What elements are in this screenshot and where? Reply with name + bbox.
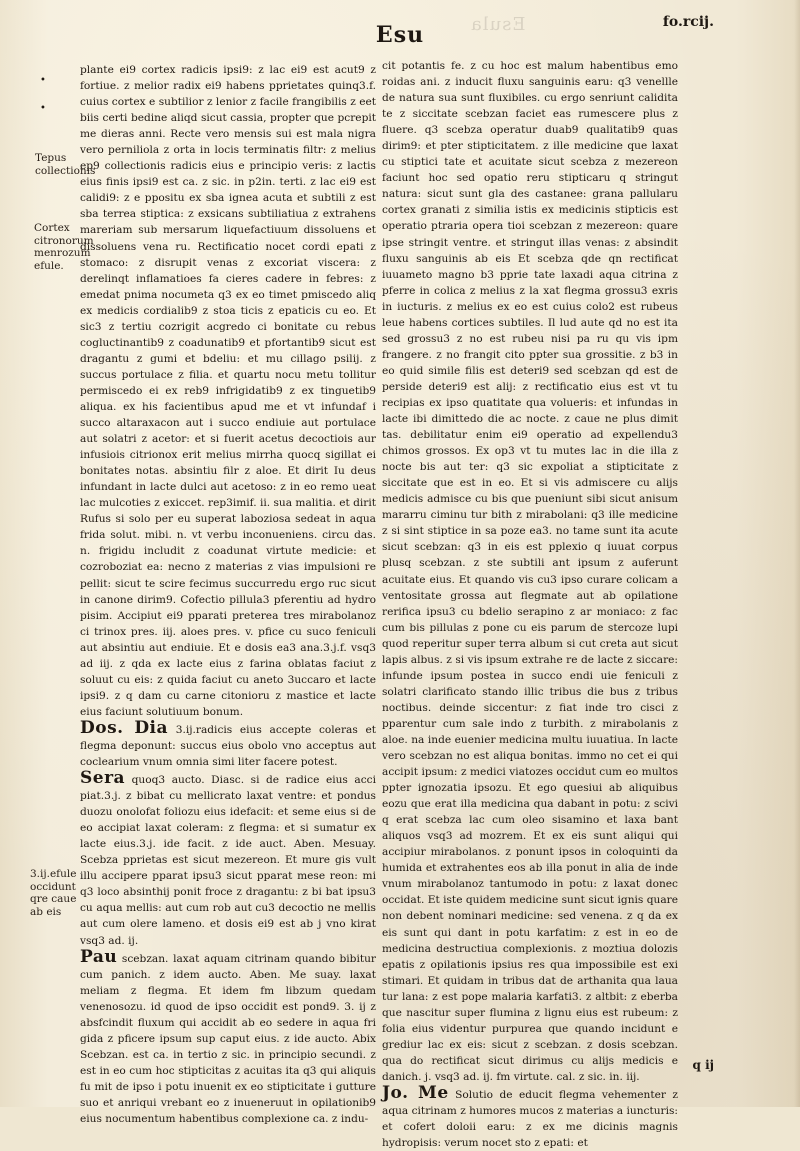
rubric-dosis: Dos. Dia — [80, 717, 169, 738]
page-edge-shadow — [794, 0, 800, 1107]
rubric-johannes: Jo. Me — [382, 1083, 449, 1103]
rubric-sera: Sera — [80, 768, 126, 789]
paragraph: plante ei9 cortex radicis ipsi9: z lac ei9 est acut9 z fortiue. z melior radix ei9 habens pprietates quinq3.f. cuius cortex e subtilior z lenior z facile frangibilis z eet biis certi bedine aliqd sicut cassia, propter que pcrepit me dieras anni. Recte vero mensis sui est mala nigra vero perniliola z orta in locis terminatis filtr: z melius ep9 collectionis radicis eius e principio veris: z lactis eius finis ipsi9 est ca. z sic. in p2in. terti. z lac ei9 est calidi9: z e ppositu ex sba ignea acuta et subtili z est sba terrea stiptica: z exsicans subtiliatiua z extrahens mareriam sub mersarum liquefactiuum dissoluens et dissoluens vena ru. Rectificatio nocet cordi epati z stomaco: z disrupit venas z excoriat viscera: z derelinqt inflamatioes fa cieres cadere in febres: z emedat pnima nocumeta q3 ex eo timet pmiscedo aliq ex medicis cordialib9 z stoa ticis z epaticis cu eo. Et sic3 z tertiu cozrigit acgredo ci bonitate cu rebus cogluctinantib9 z coadunatib9 et pfortantib9 sicut est dragantu z gumi et bdeliu: et mu cillago psilij. z succus portulace z filia. et quartu nocu metu tollitur permiscedo ei ex reb9 infrigidatib9 z ex tinguetib9 aliqua. ex his facientibus apud me et vt infundaf i succo altaraxacon aut i succo endiuie aut portulace aut solatri z acetor: et si fuerit acetus decoctiois aur infusiois citrionox erit melius mirrha quocq sigillat ei bonitates notas. absintiu filr z aloe. Et dirit Iu deus infundant in lacte dulci aut acetoso: z in eo remo ueat lac mulcoties z exiccet. rep3imif. ii. sua malitia. et dirit Rufus si solo per eu superat laboziosa sedeat in aqua frida solut. mibi. n. vt verbu inconueniens. circu das. n. frigidu includit z coadunat virtute medicie: et cozroboziat ea: necno z materias z vias impulsioni re pellit: sicut te scire fecimus succurredu ergo ruc sicut in canone dirim9. Cofectio pillula3 pferentiu ad hydro pisim. Accipiut ei9 pparati preterea tres mirabolanoz ci trinox pres. iij. aloes pres. v. pfice cu suco feniculi aut absintiu aut endiuie. Et e dosis ea3 ana.3.j.f. vsq3 ad iij. z qda ex lacte eius z farina oblatas faciut z soluut cu eis: z quida faciut cu aneto 3uccaro et lacte ipsi9. z q dam cu carne citonioru z mastice et lacte eius faciunt solutiuum bonum. — [80, 64, 377, 718]
paragraph: Solutio de educit flegma vehementer z aqua citrinam z humores mucos z materias a iuncturis: et cofert doloii earu: z ex me dicinis magnis hydropisis: verum nocet sto z epati: et — [382, 1089, 679, 1150]
paragraph: scebzan. laxat aquam citrinam quando bibitur cum panich. z idem aucto. Aben. Me suay. laxat meliam z flegma. Et idem fm libzum quedam venenosozu. id quod de ipso occidit est pond9. 3. ij z absfcindit fluxum qui accidit ab eo sedere in aqua fri gida z pficere ipsum sup caput eius. z ide aucto. Abix Scebzan. est ca. in tertio z sic. in principio secundi. z est in eo cum hoc stipticitas z acuitas ita q3 qui aliquis fu mit de ipso i potu inuenit ex eo stipticitate i gutture suo et anriqui vrebant eo z inueneruut in opilationib9 eius nocumentum habentibus complexione ca. z indu- — [80, 952, 376, 1126]
right-text-column — [382, 58, 678, 1151]
paragraph: 3.ij.radicis eius accepte coleras et flegma deponunt: succus eius obolo vno acceptus aut coclearium vnum omnia simi liter facere potest. — [80, 723, 376, 769]
show-through-text: Esula — [470, 14, 526, 35]
left-text-column — [80, 62, 376, 1127]
paragraph: cit potantis fe. z cu hoc est malum habentibus emo roidas ani. z inducit fluxu sanguinis earu: q3 venellle de natura sua sunt fluxibiles. cu ergo senriunt calidita te z siccitate scebzan faciet eas rumescere plus z fluere. q3 scebza operatur duab9 qualitatib9 quas dirim9: et pter stipticitatem. z ille medicine que laxat cu stiptici tate et acuitate sicut scebza z mezereon faciunt hoc sed opatio reru stipticaru q stringut natura: sicut sunt gla des castanee: grana pallularu cortex granati z similia istis ex medicinis stipticis est operatio ptraria opera tioi scebzan z mezereon: quare ipse stringit ventre. et stringut illas venas: z absindit fluxu sanguinis ab eis Et scebza qde qn rectificat iuuameto magno b3 pprie tate laxadi aqua citrina z pferre in colica z melius z la xat flegma grossu3 exris in iucturis. z melius ex eo est cuius colo2 est rubeus leue habens cortices subtiles. Il lud aute qd no est ita sed grossu3 z no est rubeu nisi pa ru qu vis ipm frangere. z no frangit cito ppter sua grossitie. z b3 in eo quid simile filis est deteri9 sed scebzan qd est de perside deteri9 est alij: z rectificatio eius est vt tu recipias ex ipso quatitate qua volueris: et infundas in lacte ibi dimittedo die ac nocte. z caue ne plus dimit tas. debilitatur enim ei9 operatio ad expellendu3 chimos grossos. Ex op3 vt tu mutes lac in die illa z nocte bis aut ter: q3 sic expoliat a stipticitate z siccitate que est in eo. Et si vis admiscere cu alijs medicis admisce cu bis que pueniunt sibi sicut anisum mararru ciminu tur bith z mirabolani: q3 ille medicine z si sint stiptice in sa poze ea3. no tame sunt ita acute sicut scebzan: q3 in eis est pplexio q iuuat corpus plusq scebzan. z ste subtili ant ipsum z auferunt acuitate eius. Et quando vis cu3 ipso curare colicam a ventositate grossa aut flegmate aut ab opilatione rerifica ipsu3 cu bdelio serapino z ar moniaco: z fac cum bis pillulas z pone cu eis parum de stercoze lupi quod reperitur super terra album si cut creta aut sicut lapis albus. z si vis ipsum extrahe re de lacte z siccare: infunde ipsum postea in succo endi uie feniculi z solatri clarificato stando illic tribus die bus z tribus noctibus. deinde siccentur: z fiat inde tro cisci z pparentur cum sale indo z turbith. z mirabolanis z aloe. na inde euenier medicina multu iuuatiua. In lacte vero scebzan no est aliqua bonitas. immo no cet ei qui accipit ipsum: z medici viatozes occidut cum eo multos ppter ignozatia ipsozu. Et ego quesiui ab aliquibus eozu que erat illa medicina qua dabant in potu: z scivi q erat scebza lac cum oleo sisamino et laxa bant aliquos vsq3 ad mozrem. Et ex eis sunt aliqui qui accipiur mirabolanos. z ponunt ipsos in coloquinti da humida et extrahentes eos ab illa ponut in alia de inde vnum mirabolanoz tantumodo in potu: z laxat donec occidat. Et iste quidem medicine sunt sicut ignis quare non debent nominari medicine: sed venena. z q da ex eis sunt qui dant in potu karfatim: z est in eo de medicina destructiua complexionis. z moztiua dolozis epatis z opilationis ipsius res qua impossibile est exi stimari. Et quidam in tribus dat de arthanita qua laua tur lana: z est pope malaria karfati3. z altbit: z eberba que nascitur super flumina z lignu eius est rubeum: z folia eius videntur purpurea que quando incidunt e grediur lac ex eis: sicut z scebzan. z dosis scebzan. qua do rectificat sicut dirimus cu alijs medicis e danich. j. vsq3 ad. ij. fm virtute. cal. z sic. in. iij. — [382, 60, 678, 1083]
margin-note-cortex: Cortex citronorum menrozum efule. — [34, 222, 94, 272]
gathering-signature: q ij — [692, 1058, 714, 1072]
running-head: Esu — [375, 22, 425, 48]
margin-note-tempus: Tepus collectionis — [35, 152, 96, 177]
margin-note-dose-warning: 3.ij.efule occidunt qre caue ab eis — [30, 868, 77, 918]
margin-dot: • — [40, 75, 46, 86]
rubric-paulus: Pau — [80, 946, 118, 967]
folio-number: fo.rcij. — [662, 14, 714, 30]
margin-dot: • — [40, 103, 46, 114]
paragraph: quoq3 aucto. Diasc. si de radice eius acci piat.3.j. z bibat cu mellicrato laxat ventre: et pondus duozu onolofat foliozu eius idefacit: et seme eius si de eo accipiat laxat coleram: z flegma: et si sumatur ex lacte eius.3.j. ide facit. z ide auct. Aben. Mesuay. Scebza pprietas est sicut mezereon. Et mure gis vult illu accipere pparat ipsu3 sicut pparat mese reon: mi q3 loco absinthij ponit froce z dragantu: z bi bat ipsu3 cu aqua mellis: aut cum rob aut cu3 decoctio ne mellis aut cum olere lameno. et dosis ei9 est ab j vno kirat vsq3 ad. ij. — [80, 774, 376, 947]
